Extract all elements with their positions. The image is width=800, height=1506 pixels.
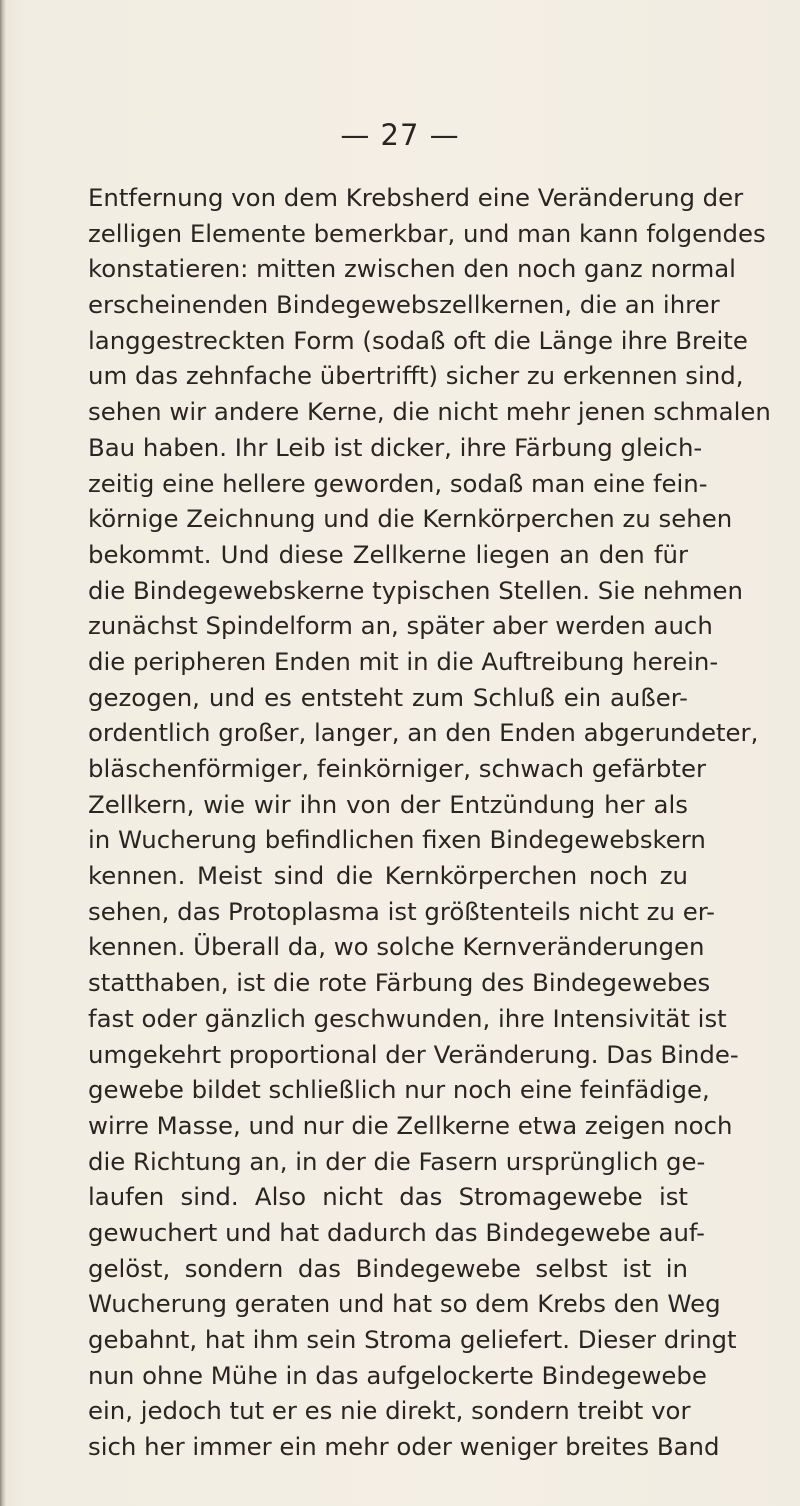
text-line: zunächst Spindelform an, später aber werden auch [88,611,713,641]
text-line: wirre Masse, und nur die Zellkerne etwa zeigen noch [88,1110,733,1140]
text-line: gewuchert und hat dadurch das Bindegewebe auf- [88,1217,705,1247]
text-line: statthaben, ist die rote Färbung des Bindegewebes [88,968,711,998]
text-line: erscheinenden Bindegewebszellkernen, die an ihrer [88,290,720,320]
text-line: fast oder gänzlich geschwunden, ihre Intensivität ist [88,1003,727,1033]
text-line: die Bindegewebskerne typischen Stellen. Sie nehmen [88,575,743,605]
text-line: Bau haben. Ihr Leib ist dicker, ihre Färbung gleich- [88,432,703,462]
text-line: laufen sind. Also nicht das Stromagewebe ist [88,1182,688,1212]
page-number: — 27 — [340,118,460,152]
text-line: umgekehrt proportional der Veränderung. Das Binde- [88,1039,739,1069]
body-text [88,180,771,1465]
text-line: konstatieren: mitten zwischen den noch ganz normal [88,254,736,284]
text-line: langgestreckten Form (sodaß oft die Länge ihre Breite [88,325,748,355]
text-line: Zellkern, wie wir ihn von der Entzündung her als [88,789,688,819]
text-line: die peripheren Enden mit in die Auftreibung herein- [88,646,719,676]
text-line: Entfernung von dem Krebsherd eine Veränderung der [88,183,744,212]
text-line: die Richtung an, in der die Fasern ursprünglich ge- [88,1146,706,1176]
page-binding-edge [0,0,6,1506]
text-line: körnige Zeichnung und die Kernkörperchen zu sehen [88,504,733,534]
text-line: gelöst, sondern das Bindegewebe selbst ist in [88,1253,688,1283]
text-line: ein, jedoch tut er es nie direkt, sondern treibt vor [88,1396,691,1426]
text-line: Wucherung geraten und hat so dem Krebs den Weg [88,1289,721,1319]
text-line: kennen. Meist sind die Kernkörperchen noch zu [88,861,688,891]
text-line: zelligen Elemente bemerkbar, und man kann folgendes [88,218,766,248]
text-line: um das zehnfache übertrifft) sicher zu erkennen sind, [88,361,744,391]
text-line: sich her immer ein mehr oder weniger breites Band [88,1432,720,1462]
text-line: kennen. Überall da, wo solche Kernveränderungen [88,932,705,962]
text-line: in Wucherung befindlichen fixen Bindegewebskern [88,825,706,855]
text-line: gezogen, und es entsteht zum Schluß ein außer- [88,682,688,712]
text-line: sehen wir andere Kerne, die nicht mehr jenen schmalen [88,397,771,427]
text-line: zeitig eine hellere geworden, sodaß man eine fein- [88,468,708,498]
text-line: bekommt. Und diese Zellkerne liegen an den für [88,539,688,569]
text-line: nun ohne Mühe in das aufgelockerte Bindegewebe [88,1360,707,1390]
text-line: sehen, das Protoplasma ist größtenteils nicht zu er- [88,896,715,926]
text-line: gewebe bildet schließlich nur noch eine feinfädige, [88,1075,710,1105]
text-line: bläschenförmiger, feinkörniger, schwach gefärbter [88,754,706,783]
text-line: gebahnt, hat ihm sein Stroma geliefert. Dieser dringt [88,1325,737,1354]
text-line: ordentlich großer, langer, an den Enden abgerundeter, [88,718,759,748]
